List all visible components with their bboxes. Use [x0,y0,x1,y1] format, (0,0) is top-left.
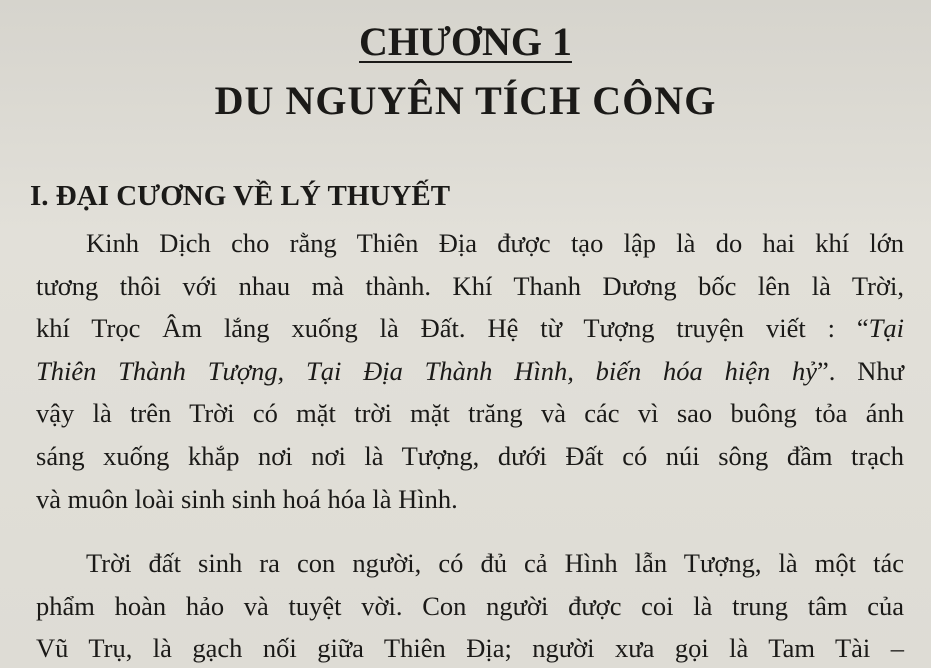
paragraph-1 [36,222,904,520]
text-line: Thiên Thành Tượng, Tại Địa Thành Hình, biến hóa hiện hỷ”. Như [36,355,904,386]
section-heading: I. ĐẠI CƯƠNG VỀ LÝ THUYẾT [30,180,451,212]
text-line: khí Trọc Âm lắng xuống là Đất. Hệ từ Tượng truyện viết : “Tại [36,313,904,344]
text-line: và muôn loài sinh sinh hoá hóa là Hình. [36,483,458,514]
text-line: vậy là trên Trời có mặt trời mặt trăng và các vì sao buông tỏa ánh [36,398,904,429]
chapter-label: CHƯƠNG 1 [359,19,572,64]
chapter-title: DU NGUYÊN TÍCH CÔNG [214,78,717,123]
text-line: Vũ Trụ, là gạch nối giữa Thiên Địa; người xưa gọi là Tam Tài – [36,633,904,664]
text-line: sáng xuống khắp nơi nơi là Tượng, dưới Đất có núi sông đầm trạch [36,440,904,471]
paragraph-2 [36,542,904,668]
text-line: Kinh Dịch cho rằng Thiên Địa được tạo lập là do hai khí lớn [86,228,904,258]
text-line: Trời đất sinh ra con người, có đủ cả Hình lẫn Tượng, là một tác [86,548,904,578]
text-line: tương thôi với nhau mà thành. Khí Thanh Dương bốc lên là Trời, [36,270,904,301]
text-line: phẩm hoàn hảo và tuyệt vời. Con người được coi là trung tâm của [36,590,904,621]
